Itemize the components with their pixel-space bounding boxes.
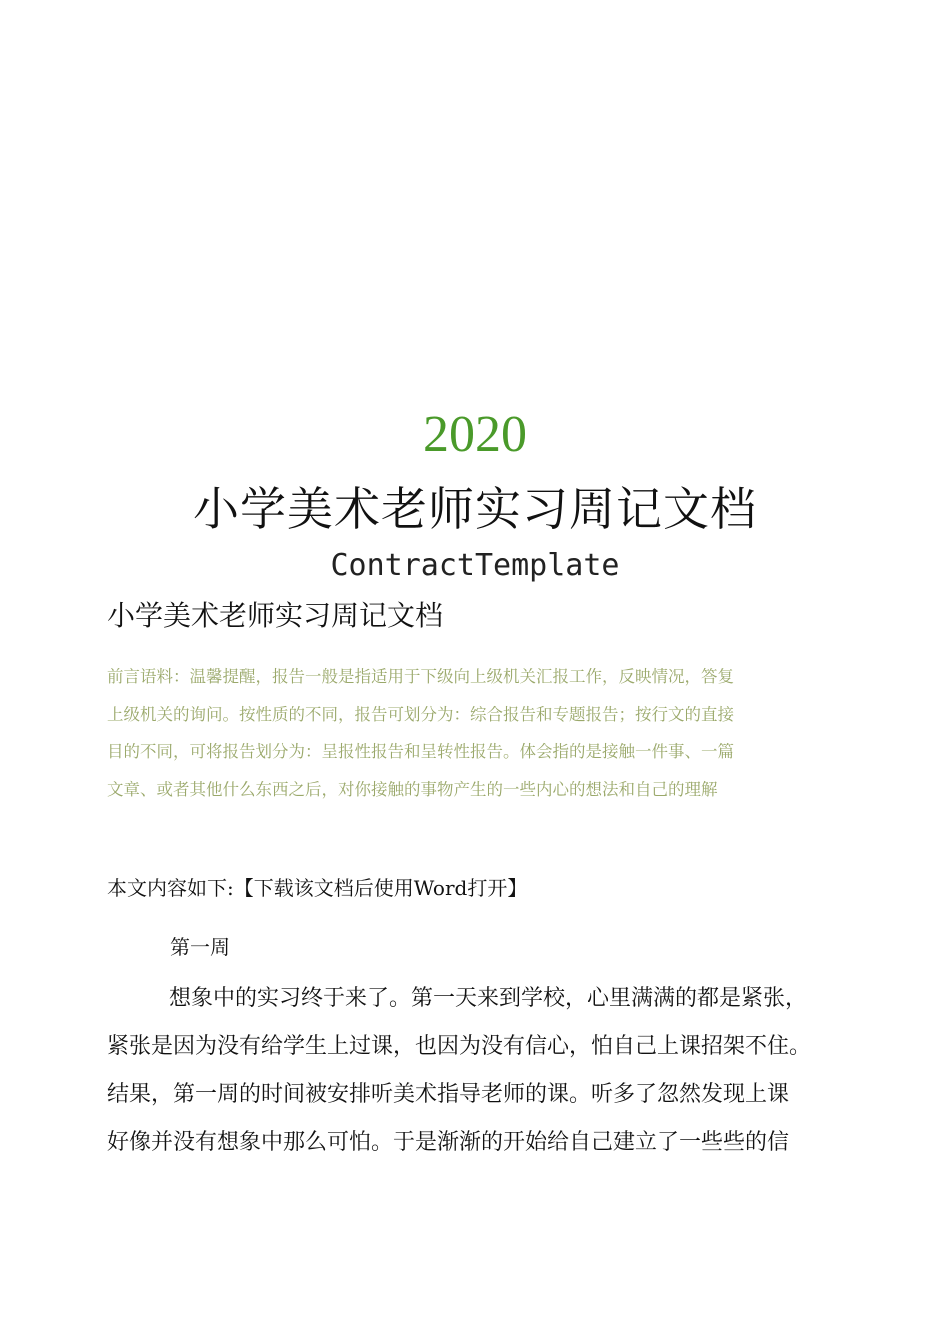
body-line: 想象中的实习终于来了。第一天来到学校，心里满满的都是紧张， <box>169 986 808 1011</box>
week-label: 第一周 <box>170 935 230 959</box>
preface-paragraph <box>107 658 852 808</box>
cover-year: 2020 <box>423 406 527 463</box>
cover-subtitle: ContractTemplate <box>330 548 620 583</box>
preface-line: 目的不同，可将报告划分为：呈报性报告和呈转性报告。体会指的是接触一件事、一篇 <box>107 742 734 761</box>
body-line: 结果，第一周的时间被安排听美术指导老师的课。听多了忽然发现上课 <box>107 1082 790 1107</box>
body-paragraph <box>107 975 867 1167</box>
document-heading: 小学美术老师实习周记文档 <box>107 599 444 632</box>
cover-title: 小学美术老师实习周记文档 <box>193 482 757 536</box>
body-line: 紧张是因为没有给学生上过课，也因为没有信心，怕自己上课招架不住。 <box>107 1034 812 1059</box>
preface-line: 上级机关的询问。按性质的不同，报告可划分为：综合报告和专题报告；按行文的直接 <box>107 704 734 724</box>
content-intro: 本文内容如下:【下载该文档后使用Word打开】 <box>107 876 528 900</box>
preface-line: 文章、或者其他什么东西之后，对你接触的事物产生的一些内心的想法和自己的理解 <box>107 779 718 799</box>
body-line: 好像并没有想象中那么可怕。于是渐渐的开始给自己建立了一些些的信 <box>107 1130 790 1155</box>
preface-line: 前言语料：温馨提醒，报告一般是指适用于下级向上级机关汇报工作，反映情况，答复 <box>107 667 734 686</box>
